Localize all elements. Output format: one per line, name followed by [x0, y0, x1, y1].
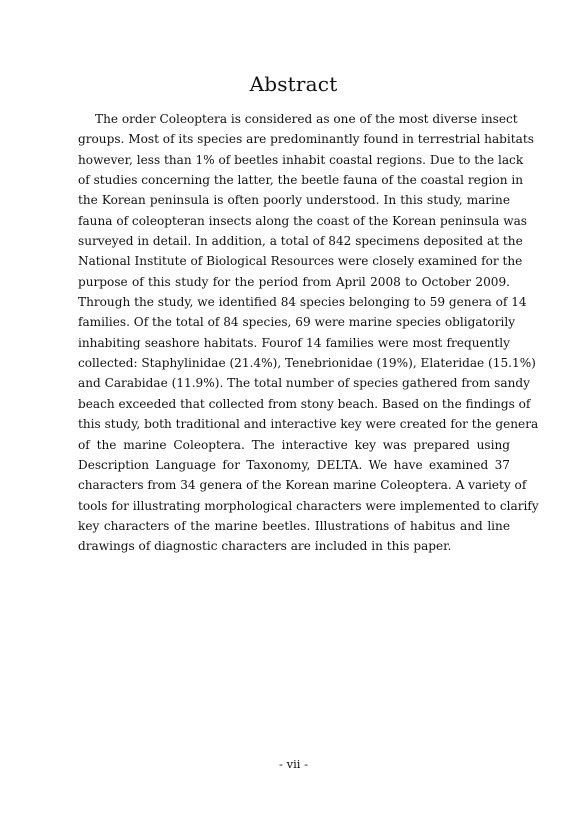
abstract-line: Through the study, we identified 84 species belonging to 59 genera of 14: [78, 295, 527, 310]
abstract-line: National Institute of Biological Resources were closely examined for the: [78, 254, 523, 269]
abstract-body: [78, 109, 539, 557]
abstract-line: groups. Most of its species are predominantly found in terrestrial habitats: [78, 132, 534, 147]
abstract-line: characters from 34 genera of the Korean marine Coleoptera. A variety of: [78, 478, 527, 493]
abstract-line: drawings of diagnostic characters are included in this paper.: [78, 539, 452, 554]
abstract-line: fauna of coleopteran insects along the coast of the Korean peninsula was: [78, 213, 527, 228]
abstract-line: this study, both traditional and interactive key were created for the genera: [78, 417, 539, 432]
abstract-line: purpose of this study for the period from April 2008 to October 2009.: [78, 274, 510, 289]
abstract-line: and Carabidae (11.9%). The total number of species gathered from sandy: [78, 376, 530, 391]
abstract-line: tools for illustrating morphological characters were implemented to clarify: [78, 498, 539, 513]
abstract-line: of studies concerning the latter, the beetle fauna of the coastal region in: [78, 173, 523, 188]
abstract-line: surveyed in detail. In addition, a total of 842 specimens deposited at the: [78, 234, 523, 249]
abstract-line: families. Of the total of 84 species, 69 were marine species obligatorily: [78, 315, 516, 330]
abstract-line: inhabiting seashore habitats. Fourof 14 families were most frequently: [78, 335, 510, 350]
abstract-line: The order Coleoptera is considered as one of the most diverse insect: [95, 112, 518, 126]
abstract-line: however, less than 1% of beetles inhabit coastal regions. Due to the lack: [78, 152, 524, 167]
abstract-line: beach exceeded that collected from stony beach. Based on the findings of: [78, 396, 531, 411]
abstract-line: Description Language for Taxonomy, DELTA. We have examined 37: [78, 457, 510, 472]
page-number: - vii -: [279, 757, 308, 771]
page-title: Abstract: [249, 72, 338, 96]
abstract-line: of the marine Coleoptera. The interactive key was prepared using: [78, 437, 510, 452]
abstract-line: key characters of the marine beetles. Illustrations of habitus and line: [78, 518, 510, 533]
abstract-line: collected: Staphylinidae (21.4%), Tenebrionidae (19%), Elateridae (15.1%): [78, 356, 536, 371]
abstract-line: the Korean peninsula is often poorly understood. In this study, marine: [78, 193, 510, 208]
